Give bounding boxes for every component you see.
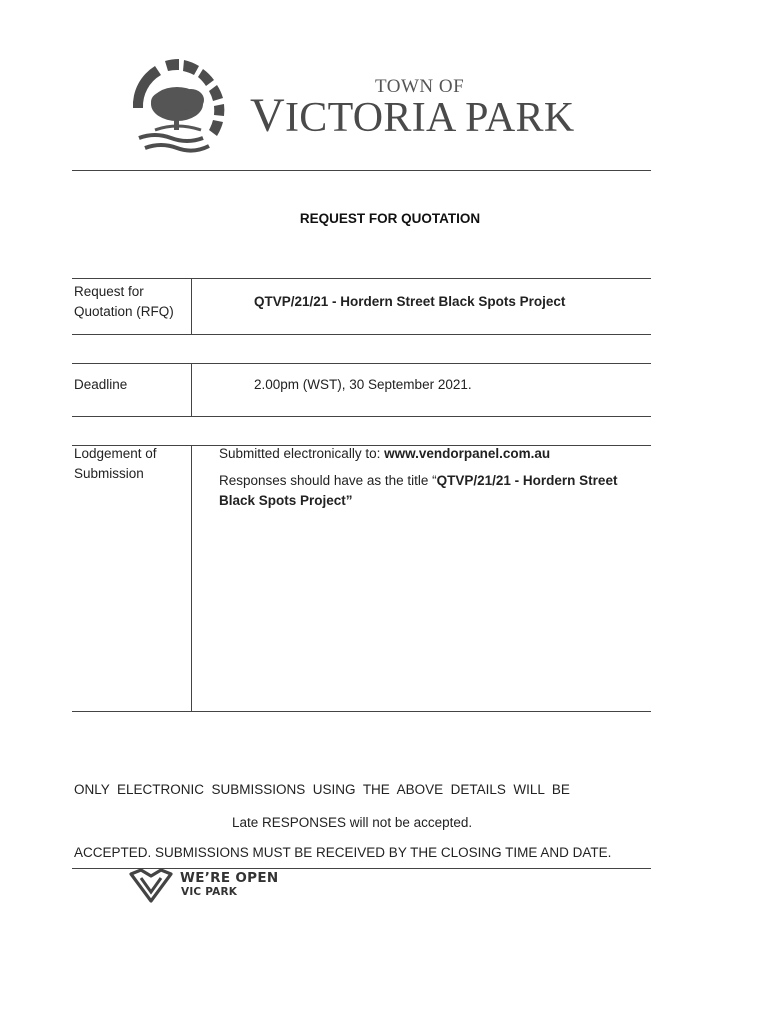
notice-line1: ONLY ELECTRONIC SUBMISSIONS USING THE ABOVE DETAILS WILL BE [74, 782, 570, 797]
logo-name-rest: ICTORIA PARK [284, 95, 575, 141]
lodgement-label [74, 444, 157, 484]
footer-logo-line1: WE’RE OPEN [180, 870, 279, 886]
rfq-value: QTVP/21/21 - Hordern Street Black Spots Project [254, 294, 566, 309]
deadline-value: 2.00pm (WST), 30 September 2021. [254, 377, 472, 392]
responses-text [219, 471, 649, 511]
heart-diamond-icon [128, 868, 174, 904]
electronic-only-notice [74, 737, 652, 884]
footer-logo [128, 866, 328, 906]
rfq-row-top-rule [72, 278, 651, 279]
victoria-park-emblem-icon [125, 58, 237, 162]
rfq-row-divider [191, 278, 192, 334]
responses-prefix: Responses should have as the title “ [219, 473, 437, 488]
rfq-row-bottom-rule [72, 334, 651, 335]
lodgement-row-divider [191, 445, 192, 711]
responses-line1 [219, 471, 649, 491]
vendorpanel-link[interactable]: www.vendorpanel.com.au [384, 446, 551, 461]
deadline-row-bottom-rule [72, 416, 651, 417]
footer-logo-line2: VIC PARK [181, 886, 238, 898]
deadline-row-divider [191, 363, 192, 416]
page-title: REQUEST FOR QUOTATION [299, 211, 481, 226]
deadline-row-top-rule [72, 363, 651, 364]
lodgement-row-bottom-rule [72, 711, 651, 712]
responses-title-part1: QTVP/21/21 - Hordern Street [436, 473, 618, 488]
town-logo [125, 58, 575, 162]
responses-title-part2: Black Spots Project” [219, 493, 353, 508]
deadline-label: Deadline [74, 377, 128, 392]
submitted-line [219, 444, 550, 464]
lodgement-label-line1: Lodgement of [74, 446, 157, 461]
header-divider [72, 170, 651, 171]
lodgement-label-line2: Submission [74, 466, 144, 481]
rfq-label-line2: Quotation (RFQ) [74, 304, 174, 319]
rfq-label [74, 282, 174, 322]
submitted-prefix: Submitted electronically to: [219, 446, 385, 461]
rfq-label-line1: Request for [74, 284, 144, 299]
notice-line2: ACCEPTED. SUBMISSIONS MUST BE RECEIVED BY THE CLOSING TIME AND DATE. [74, 845, 612, 860]
logo-name [250, 89, 575, 142]
logo-town-of: TOWN OF [375, 76, 465, 97]
late-responses-notice: Late RESPONSES will not be accepted. [232, 815, 473, 830]
logo-name-initial: V [250, 89, 285, 142]
